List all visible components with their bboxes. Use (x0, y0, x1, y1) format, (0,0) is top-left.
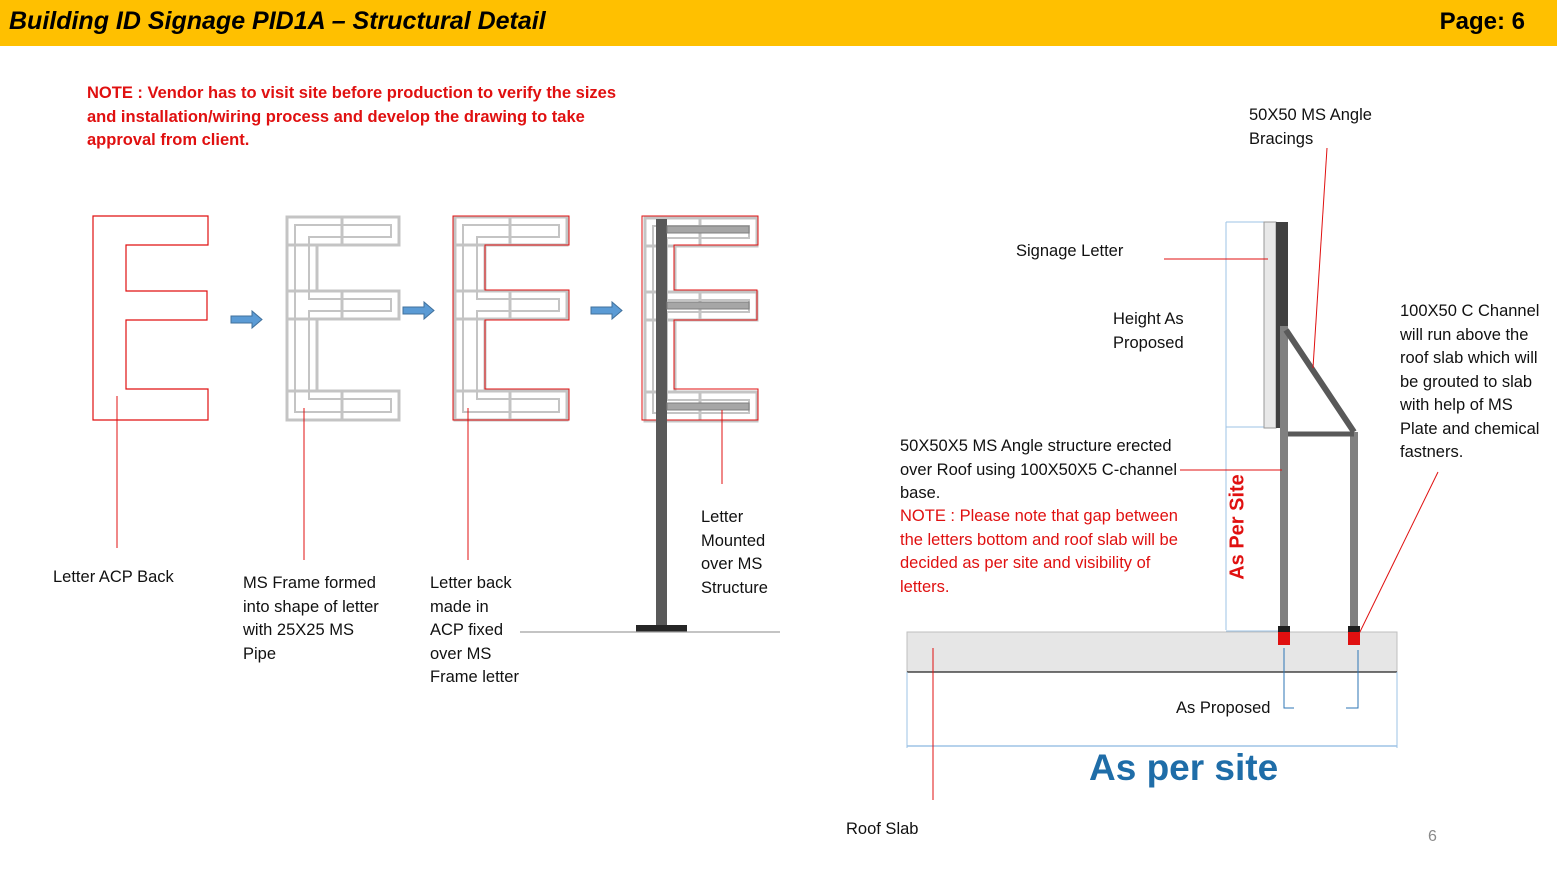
label-as-proposed: As Proposed (1176, 699, 1271, 717)
label-letter-mounted: Letter Mounted over MS Structure (701, 508, 768, 597)
arrow-icon (403, 302, 434, 319)
label-gap-note: NOTE : Please note that gap between the letters bottom and roof slab will be decided as per site and visibility of letters. (900, 507, 1178, 596)
label-letter-acp-back: Letter ACP Back (53, 568, 174, 586)
label-bracings: 50X50 MS Angle Bracings (1249, 106, 1372, 148)
acp-over-frame-drawing (453, 216, 569, 560)
page-number: 6 (1428, 828, 1437, 845)
label-c-channel: 100X50 C Channel will run above the roof slab which will be grouted to slab with help of MS Plate and chemical fastners. (1400, 302, 1540, 461)
arrow-icon (231, 311, 262, 328)
label-height-as-proposed: Height As Proposed (1113, 310, 1184, 352)
label-ms-frame: MS Frame formed into shape of letter with 25X25 MS Pipe (243, 574, 379, 663)
page-indicator: Page: 6 (1439, 8, 1525, 35)
page-title: Building ID Signage PID1A – Structural Detail (9, 7, 546, 35)
arrow-icon (591, 302, 622, 319)
label-acp-fixed: Letter back made in ACP fixed over MS Frame letter (430, 574, 519, 686)
ms-frame-drawing (287, 217, 399, 560)
vendor-note: NOTE : Vendor has to visit site before production to verify the sizes and installation/wiring process and develop the drawing to take approval from client. (87, 84, 617, 149)
label-roof-slab: Roof Slab (846, 820, 919, 838)
dimension-as-per-site: As per site (1089, 747, 1279, 788)
label-signage-letter: Signage Letter (1016, 242, 1124, 260)
label-angle-structure: 50X50X5 MS Angle structure erected over Roof using 100X50X5 C-channel base. (900, 437, 1178, 502)
dimension-as-per-site-vertical: As Per Site (1226, 474, 1249, 580)
letter-acp-back-drawing (93, 216, 208, 548)
